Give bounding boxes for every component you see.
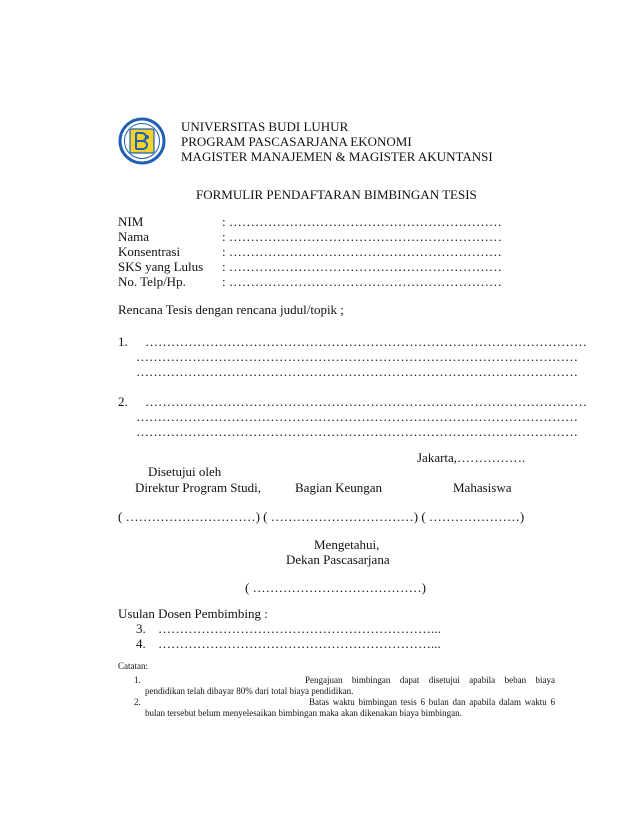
header-magister: MAGISTER MANAJEMEN & MAGISTER AKUNTANSI — [181, 149, 493, 164]
note-number: 2. — [134, 697, 141, 707]
topic-line: ………………………………………………………………………………………… — [136, 349, 578, 364]
supervisor-line: ………………………………………………………... — [158, 621, 441, 636]
header-university: UNIVERSITAS BUDI LUHUR — [181, 119, 349, 134]
field-line-telp: : ……………………………………………………… — [222, 274, 502, 289]
plan-intro: Rencana Tesis dengan rencana judul/topik ; — [118, 302, 344, 317]
header-program: PROGRAM PASCASARJANA EKONOMI — [181, 134, 412, 149]
field-label-nama: Nama — [118, 229, 150, 244]
acknowledged-label: Mengetahui, — [314, 537, 380, 552]
supervisor-number: 4. — [136, 636, 146, 651]
topic-number: 2. — [118, 394, 128, 409]
topic-line: ………………………………………………………………………………………… — [145, 394, 587, 409]
supervisor-number: 3. — [136, 621, 146, 636]
university-logo — [118, 117, 166, 165]
topic-line: ………………………………………………………………………………………… — [136, 424, 578, 439]
form-title: FORMULIR PENDAFTARAN BIMBINGAN TESIS — [196, 187, 477, 202]
topic-line: ………………………………………………………………………………………… — [136, 364, 578, 379]
signature-line: ( …………………………) ( ……………………………) ( …………………) — [118, 509, 525, 524]
field-line-nama: : ……………………………………………………… — [222, 229, 502, 244]
signatory-director: Direktur Program Studi, — [135, 480, 262, 495]
note-text-line2: pendidikan telah dibayar 80% dari total biaya pendidikan. — [145, 686, 354, 696]
field-line-konsentrasi: : ……………………………………………………… — [222, 244, 502, 259]
signatory-finance: Bagian Keungan — [295, 480, 383, 495]
field-label-sks: SKS yang Lulus — [118, 259, 204, 274]
topic-line: ………………………………………………………………………………………… — [136, 409, 578, 424]
topic-line: ………………………………………………………………………………………… — [145, 334, 587, 349]
field-label-telp: No. Telp/Hp. — [118, 274, 186, 289]
field-label-nim: NIM — [118, 214, 144, 229]
note-number: 1. — [134, 675, 141, 685]
supervisor-line: ………………………………………………………... — [158, 636, 441, 651]
approval-label: Disetujui oleh — [148, 464, 222, 479]
place-date: Jakarta,……………. — [417, 450, 526, 465]
field-line-sks: : ……………………………………………………… — [222, 259, 502, 274]
supervisor-label: Usulan Dosen Pembimbing : — [118, 606, 268, 621]
field-label-konsentrasi: Konsentrasi — [118, 244, 181, 259]
topic-number: 1. — [118, 334, 128, 349]
note-text-line1: Batas waktu bimbingan tesis 6 bulan dan apabila dalam waktu 6 — [309, 697, 555, 707]
notes-label: Catatan: — [118, 661, 148, 671]
signatory-student: Mahasiswa — [453, 480, 512, 495]
field-line-nim: : ……………………………………………………… — [222, 214, 502, 229]
note-text-line1: Pengajuan bimbingan dapat disetujui apabila beban biaya — [305, 675, 555, 685]
note-text-line2: bulan tersebut belum menyelesaikan bimbingan maka akan dikenakan biaya bimbingan. — [145, 708, 462, 718]
dean-signature: ( …………………………………) — [245, 580, 426, 595]
dean-title: Dekan Pascasarjana — [286, 552, 390, 567]
